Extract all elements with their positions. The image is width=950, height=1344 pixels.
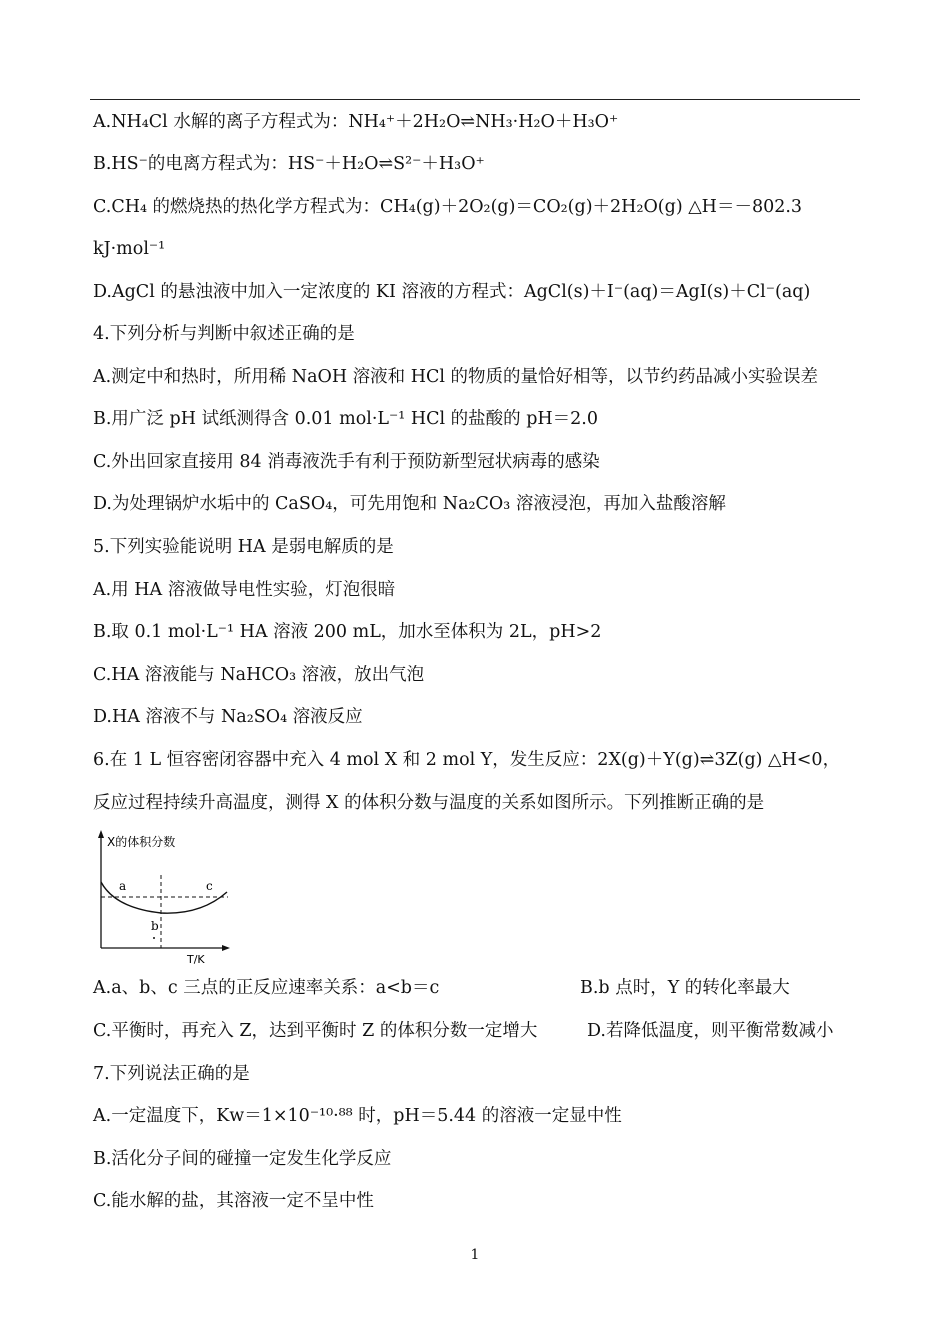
option-4d: D.为处理锅炉水垢中的 CaSO₄，可先用饱和 Na₂CO₃ 溶液浸泡，再加入盐酸溶解 [93,494,726,514]
point-b-label: b [151,919,159,933]
option-6c: C.平衡时，再充入 Z，达到平衡时 Z 的体积分数一定增大 [93,1021,538,1041]
option-3b: B.HS⁻的电离方程式为：HS⁻＋H₂O⇌S²⁻＋H₃O⁺ [93,154,485,174]
y-axis-arrow [98,830,104,838]
volume-fraction-diagram [93,830,243,965]
option-4b: B.用广泛 pH 试纸测得含 0.01 mol·L⁻¹ HCl 的盐酸的 pH＝2.0 [93,409,598,429]
point-c-label: c [206,879,213,893]
question-4: 4.下列分析与判断中叙述正确的是 [93,324,355,344]
option-6b: B.b 点时，Y 的转化率最大 [580,978,790,998]
option-4c: C.外出回家直接用 84 消毒液洗手有利于预防新型冠状病毒的感染 [93,452,600,472]
question-6: 6.在 1 L 恒容密闭容器中充入 4 mol X 和 2 mol Y，发生反应：2X(g)＋Y(g)⇌3Z(g) △H<0， [93,750,841,770]
option-5d: D.HA 溶液不与 Na₂SO₄ 溶液反应 [93,707,363,727]
option-5a: A.用 HA 溶液做导电性实验，灯泡很暗 [93,580,396,600]
option-7a: A.一定温度下，Kw＝1×10⁻¹⁰·⁸⁸ 时，pH＝5.44 的溶液一定显中性 [93,1106,622,1126]
option-3a: A.NH₄Cl 水解的离子方程式为：NH₄⁺＋2H₂O⇌NH₃·H₂O＋H₃O⁺ [93,112,619,132]
dot-mark [153,937,155,939]
option-4a: A.测定中和热时，所用稀 NaOH 溶液和 HCl 的物质的量恰好相等，以节约药品减小实验误差 [93,367,819,387]
question-7: 7.下列说法正确的是 [93,1064,250,1084]
question-5: 5.下列实验能说明 HA 是弱电解质的是 [93,537,394,557]
option-6a: A.a、b、c 三点的正反应速率关系：a<b＝c [93,978,440,998]
option-3c: C.CH₄ 的燃烧热的热化学方程式为：CH₄(g)＋2O₂(g)＝CO₂(g)＋2H₂O(g) △H＝－802.3 [93,197,803,217]
option-3c-unit: kJ·mol⁻¹ [93,239,166,259]
y-axis-label: X的体积分数 [107,835,176,849]
option-7c: C.能水解的盐，其溶液一定不呈中性 [93,1191,374,1211]
x-axis-arrow [222,945,230,951]
x-axis-label: T/K [187,953,205,965]
option-3d: D.AgCl 的悬浊液中加入一定浓度的 KI 溶液的方程式：AgCl(s)＋I⁻(aq)＝AgI(s)＋Cl⁻(aq) [93,282,811,302]
option-5b: B.取 0.1 mol·L⁻¹ HA 溶液 200 mL，加水至体积为 2L，pH>2 [93,622,602,642]
point-a-label: a [119,879,127,893]
option-5c: C.HA 溶液能与 NaHCO₃ 溶液，放出气泡 [93,665,425,685]
question-6-cont: 反应过程持续升高温度，测得 X 的体积分数与温度的关系如图所示。下列推断正确的是 [93,793,765,813]
option-7b: B.活化分子间的碰撞一定发生化学反应 [93,1149,392,1169]
header-rule [90,99,860,100]
page-number: 1 [470,1247,480,1263]
option-6d: D.若降低温度，则平衡常数减小 [587,1021,834,1041]
